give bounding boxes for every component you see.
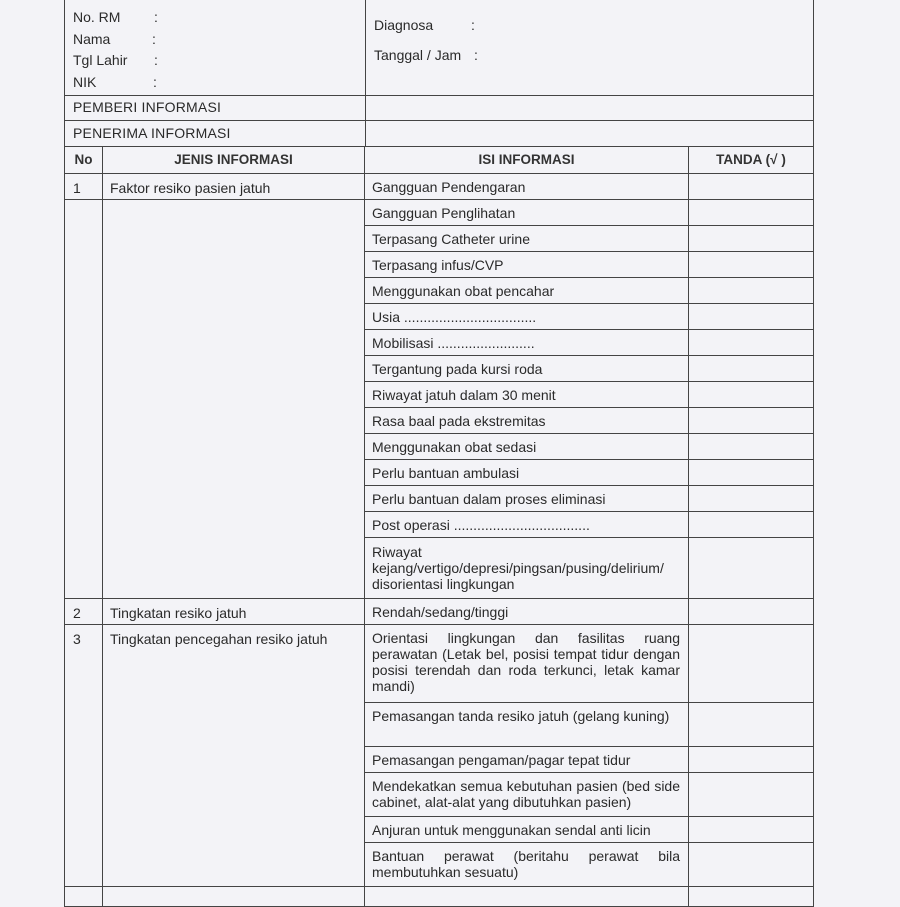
isi-item: Rasa baal pada ekstremitas: [365, 408, 689, 434]
tanda-cell[interactable]: [689, 538, 814, 599]
tanda-cell[interactable]: [689, 252, 814, 278]
tanda-cell[interactable]: [689, 887, 814, 907]
field-no-rm-label: No. RM: [73, 9, 121, 25]
isi-item: Perlu bantuan ambulasi: [365, 460, 689, 486]
isi-item: Pemasangan pengaman/pagar tepat tidur: [365, 747, 689, 773]
table-header-row: [65, 147, 814, 174]
header-divider: [365, 0, 366, 95]
tanda-cell[interactable]: [689, 434, 814, 460]
isi-item: Rendah/sedang/tinggi: [365, 599, 689, 625]
table-row: [65, 174, 814, 200]
table-row: [65, 599, 814, 625]
penerima-divider: [365, 120, 366, 146]
table-row-cutoff: [65, 887, 814, 907]
section-1-no: 1: [65, 174, 103, 200]
penerima-row: [64, 120, 814, 147]
information-table: [64, 146, 814, 907]
isi-item: Orientasi lingkungan dan fasilitas ruang perawatan (Letak bel, posisi tempat tidur dengan posisi terendah dan roda terkunci, letak kamar mandi): [365, 625, 689, 703]
section-2-jenis: Tingkatan resiko jatuh: [103, 599, 365, 625]
tanda-cell[interactable]: [689, 625, 814, 703]
field-nama-colon: :: [152, 31, 156, 47]
isi-item: Riwayat kejang/vertigo/depresi/pingsan/pusing/delirium/ disorientasi lingkungan: [365, 538, 689, 599]
isi-item: Menggunakan obat pencahar: [365, 278, 689, 304]
tanda-cell[interactable]: [689, 817, 814, 843]
header-jenis: JENIS INFORMASI: [103, 147, 365, 174]
pemberi-row: [64, 94, 814, 121]
tanggal-jam-colon: :: [474, 47, 478, 63]
pemberi-divider: [365, 94, 366, 120]
isi-item: Tergantung pada kursi roda: [365, 356, 689, 382]
tanda-cell[interactable]: [689, 460, 814, 486]
isi-item: Mendekatkan semua kebutuhan pasien (bed side cabinet, alat-alat yang dibutuhkan pasien): [365, 773, 689, 817]
isi-item: Usia ..................................: [365, 304, 689, 330]
field-tgl-lahir-label: Tgl Lahir: [73, 52, 128, 68]
field-nik-label: NIK: [73, 74, 97, 90]
tanda-cell[interactable]: [689, 486, 814, 512]
diagnosa-label: Diagnosa: [374, 17, 434, 33]
isi-item: Riwayat jatuh dalam 30 menit: [365, 382, 689, 408]
cutoff-no: [65, 887, 103, 907]
isi-item: Pemasangan tanda resiko jatuh (gelang kuning): [365, 703, 689, 747]
patient-header: [64, 0, 814, 96]
field-no-rm-colon: :: [154, 9, 158, 25]
isi-item: Gangguan Penglihatan: [365, 200, 689, 226]
tanda-cell[interactable]: [689, 330, 814, 356]
field-tgl-lahir-colon: :: [154, 52, 158, 68]
tanda-cell[interactable]: [689, 408, 814, 434]
isi-item: Perlu bantuan dalam proses eliminasi: [365, 486, 689, 512]
isi-item: Bantuan perawat (beritahu perawat bila membutuhkan sesuatu): [365, 843, 689, 887]
header-isi: ISI INFORMASI: [365, 147, 689, 174]
table-row: [65, 625, 814, 703]
tanda-cell[interactable]: [689, 382, 814, 408]
section-2-no: 2: [65, 599, 103, 625]
isi-item: Terpasang Catheter urine: [365, 226, 689, 252]
tanda-cell[interactable]: [689, 200, 814, 226]
isi-item: Anjuran untuk menggunakan sendal anti licin: [365, 817, 689, 843]
tanda-cell[interactable]: [689, 747, 814, 773]
cutoff-isi: [365, 887, 689, 907]
tanda-cell[interactable]: [689, 278, 814, 304]
tanggal-jam-label: Tanggal / Jam: [374, 47, 462, 63]
section-3-jenis: Tingkatan pencegahan resiko jatuh: [103, 625, 365, 887]
section-1-no-blank: [65, 200, 103, 599]
isi-item: Gangguan Pendengaran: [365, 174, 689, 200]
field-nama-label: Nama: [73, 31, 111, 47]
section-1-jenis: Faktor resiko pasien jatuh: [103, 174, 365, 200]
tanda-cell[interactable]: [689, 356, 814, 382]
tanda-cell[interactable]: [689, 703, 814, 747]
section-3-no: 3: [65, 625, 103, 887]
tanda-cell[interactable]: [689, 599, 814, 625]
isi-item: Post operasi ...................................: [365, 512, 689, 538]
tanda-cell[interactable]: [689, 843, 814, 887]
pemberi-label: PEMBERI INFORMASI: [73, 99, 222, 115]
isi-item: Mobilisasi .........................: [365, 330, 689, 356]
tanda-cell[interactable]: [689, 174, 814, 200]
tanda-cell[interactable]: [689, 512, 814, 538]
isi-item: Terpasang infus/CVP: [365, 252, 689, 278]
header-tanda: TANDA (√ ): [689, 147, 814, 174]
diagnosa-colon: :: [471, 17, 475, 33]
table-row: [65, 200, 814, 226]
header-no: No: [65, 147, 103, 174]
tanda-cell[interactable]: [689, 304, 814, 330]
cutoff-jenis: [103, 887, 365, 907]
tanda-cell[interactable]: [689, 226, 814, 252]
section-1-jenis-blank: [103, 200, 365, 599]
penerima-label: PENERIMA INFORMASI: [73, 125, 231, 141]
field-nik-colon: :: [153, 74, 157, 90]
tanda-cell[interactable]: [689, 773, 814, 817]
isi-item: Menggunakan obat sedasi: [365, 434, 689, 460]
